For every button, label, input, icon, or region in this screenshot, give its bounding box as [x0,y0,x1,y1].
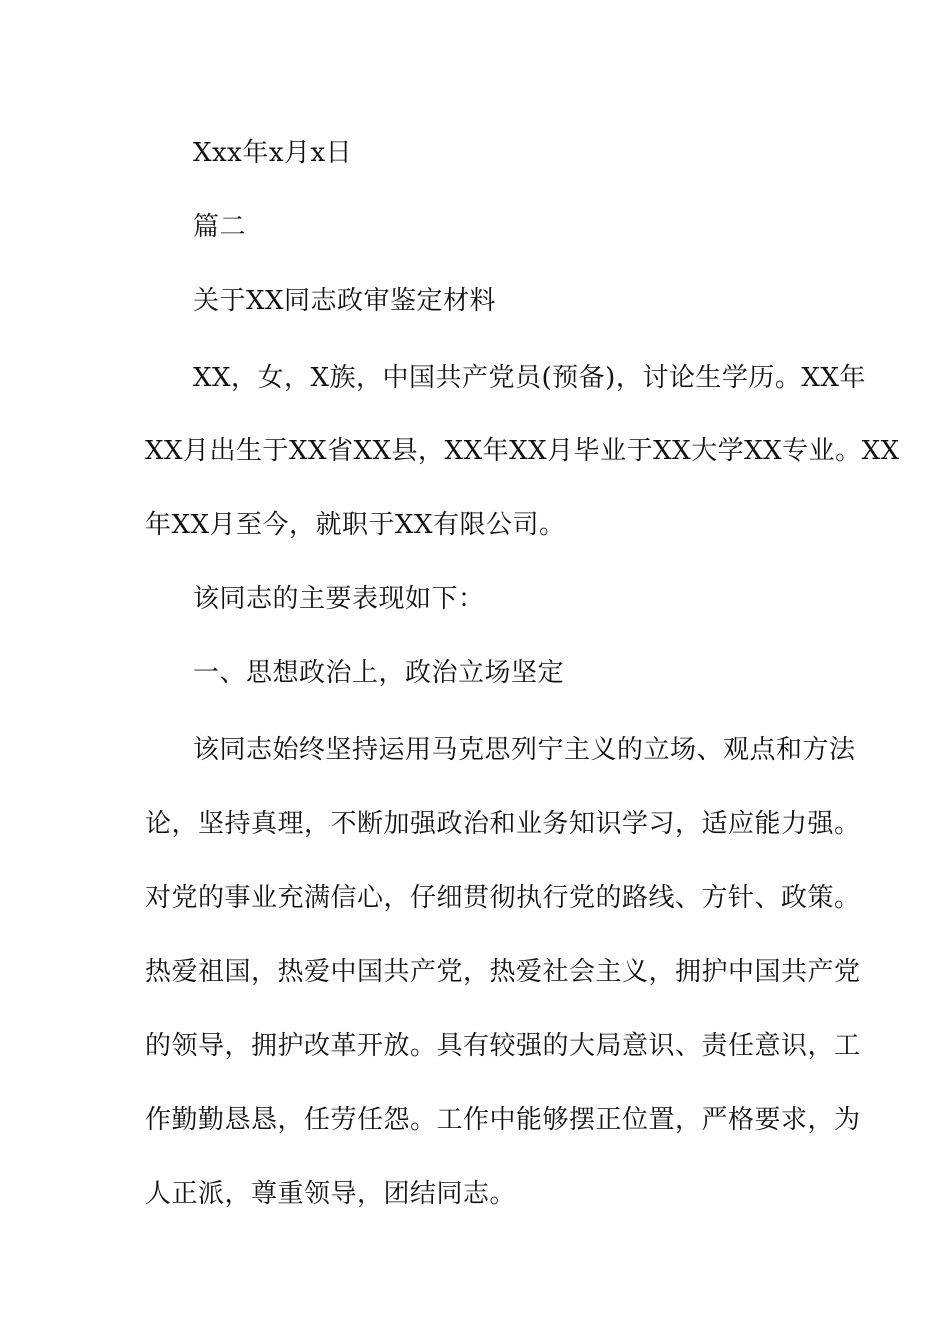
paragraph-line: 论，坚持真理，不断加强政治和业务知识学习，适应能力强。 [145,809,861,839]
paragraph-line: XX月出生于XX省XX县，XX年XX月毕业于XX大学XX专业。XX [145,436,900,466]
paragraph-line: 的领导，拥护改革开放。具有较强的大局意识、责任意识，工 [145,1031,861,1061]
paragraph-line: 作勤勤恳恳，任劳任怨。工作中能够摆正位置，严格要求，为 [145,1105,861,1135]
subheading: 一、思想政治上，政治立场坚定 [193,658,565,688]
paragraph-line: XX，女，X族，中国共产党员(预备)，讨论生学历。XX年 [193,363,866,393]
paragraph-line: 该同志的主要表现如下： [193,584,485,614]
section-heading: 篇二 [193,212,247,242]
paragraph-line: 人正派，尊重领导，团结同志。 [145,1179,517,1209]
paragraph-line: 热爱祖国，热爱中国共产党，热爱社会主义，拥护中国共产党 [145,957,861,987]
document-title: 关于XX同志政审鉴定材料 [193,286,497,316]
paragraph-line: 该同志始终坚持运用马克思列宁主义的立场、观点和方法 [193,735,856,765]
paragraph-line: 对党的事业充满信心，仔细贯彻执行党的路线、方针、政策。 [145,883,861,913]
date-line: Xxx年x月x日 [193,138,353,168]
paragraph-line: 年XX月至今，就职于XX有限公司。 [145,510,566,540]
